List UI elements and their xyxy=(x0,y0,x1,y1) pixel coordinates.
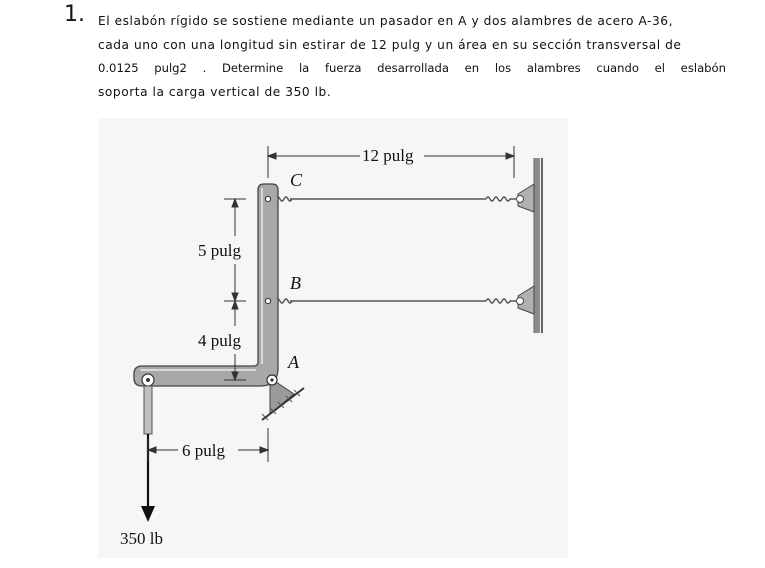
label-dim-6-pulg: 6 pulg xyxy=(182,441,225,460)
figure-drawing xyxy=(98,118,568,558)
label-load-350-lb: 350 lb xyxy=(120,529,163,548)
label-point-c: C xyxy=(290,170,303,190)
label-dim-4-pulg: 4 pulg xyxy=(198,331,241,350)
problem-line-3: 0.0125 pulg2 . Determine la fuerza desarrollada en los alambres cuando el eslabón xyxy=(98,61,726,75)
mechanics-figure xyxy=(98,118,568,558)
label-point-b: B xyxy=(290,273,301,293)
problem-number: 1. xyxy=(64,2,85,27)
label-dim-12-pulg: 12 pulg xyxy=(362,146,414,165)
figure-background xyxy=(98,118,568,558)
problem-statement xyxy=(98,10,743,104)
load-hanger xyxy=(142,374,154,434)
problem-line-1: El eslabón rígido se sostiene mediante un pasador en A y dos alambres de acero A-36, xyxy=(98,14,674,28)
problem-line-4: soporta la carga vertical de 350 lb. xyxy=(98,84,332,99)
label-dim-5-pulg: 5 pulg xyxy=(198,241,241,260)
label-point-a: A xyxy=(288,352,299,372)
problem-line-2: cada uno con una longitud sin estirar de 12 pulg y un área en su sección transversal de xyxy=(98,37,682,52)
